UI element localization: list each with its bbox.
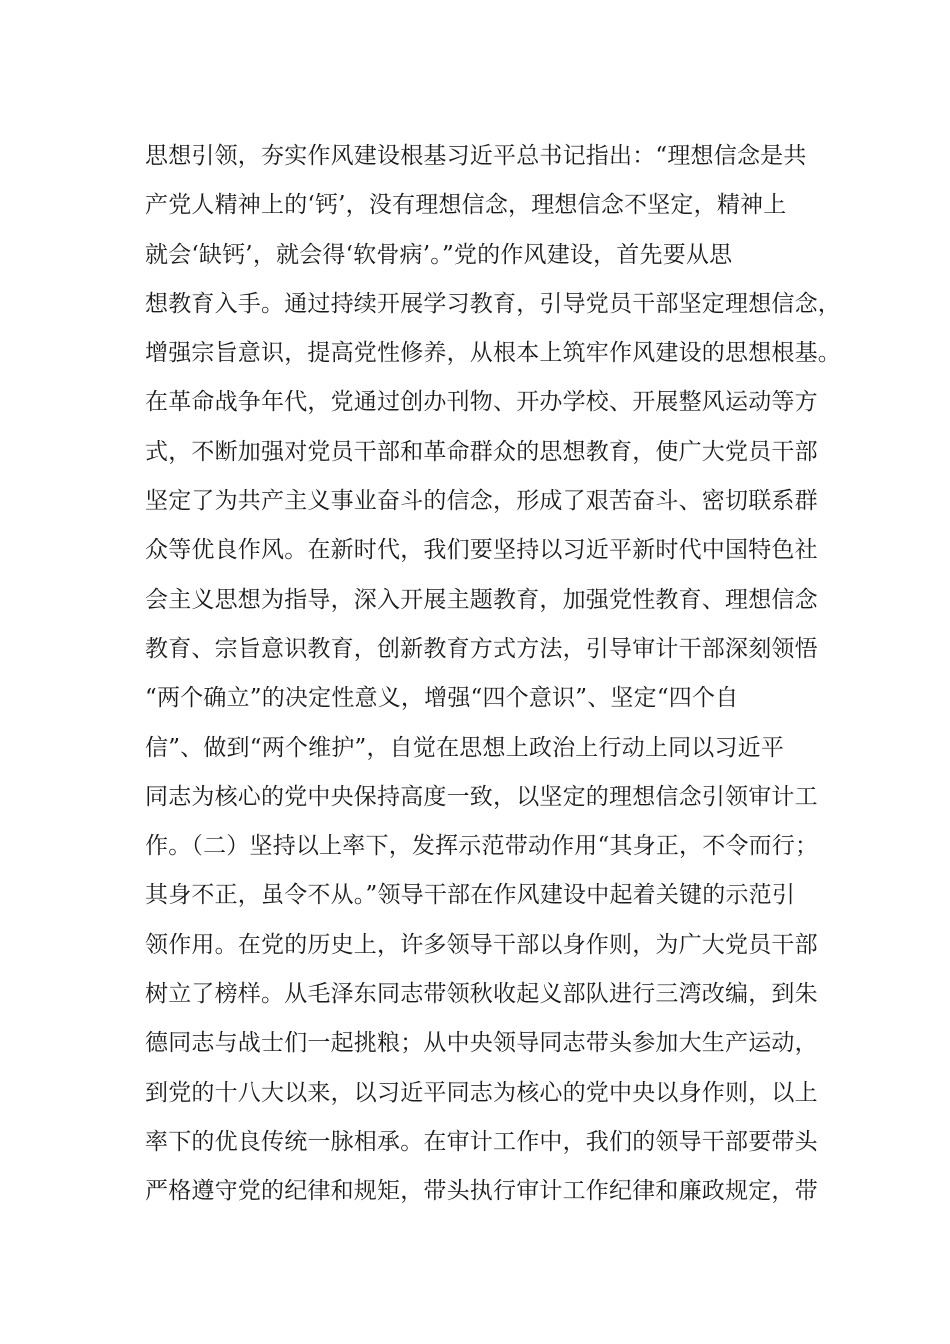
text-line: 率下的优良传统一脉相承。在审计工作中，我们的领导干部要带头 xyxy=(145,1128,818,1155)
text-line: 德同志与战士们一起挑粮；从中央领导同志带头参加大生产运动， xyxy=(145,1030,818,1057)
text-line: 式，不断加强对党员干部和革命群众的思想教育，使广大党员干部 xyxy=(145,438,818,465)
body-text xyxy=(145,132,841,1217)
text-line: 众等优良作风。在新时代，我们要坚持以习近平新时代中国特色社 xyxy=(145,537,818,564)
text-line: 会主义思想为指导，深入开展主题教育，加强党性教育、理想信念 xyxy=(145,586,818,613)
text-line: 作。（二）坚持以上率下，发挥示范带动作用“其身正，不令而行； xyxy=(145,833,819,860)
text-line: 坚定了为共产主义事业奋斗的信念，形成了艰苦奋斗、密切联系群 xyxy=(145,488,818,515)
text-line: 到党的十八大以来，以习近平同志为核心的党中央以身作则，以上 xyxy=(145,1079,818,1106)
text-line: 树立了榜样。从毛泽东同志带领秋收起义部队进行三湾改编，到朱 xyxy=(145,981,818,1008)
text-line: 信”、做到“两个维护”，自觉在思想上政治上行动上同以习近平 xyxy=(145,734,785,761)
text-line: 思想引领，夯实作风建设根基习近平总书记指出：“理想信念是共 xyxy=(145,143,807,169)
text-line: 在革命战争年代，党通过创办刊物、开办学校、开展整风运动等方 xyxy=(145,389,818,416)
text-line: 严格遵守党的纪律和规矩，带头执行审计工作纪律和廉政规定，带 xyxy=(145,1178,818,1205)
text-line: 增强宗旨意识，提高党性修养，从根本上筑牢作风建设的思想根基。 xyxy=(145,340,841,367)
text-line: 教育、宗旨意识教育，创新教育方式方法，引导审计干部深刻领悟 xyxy=(145,635,818,662)
text-line: 产党人精神上的‘钙’，没有理想信念，理想信念不坚定，精神上 xyxy=(145,192,787,219)
text-line: 同志为核心的党中央保持高度一致，以坚定的理想信念引领审计工 xyxy=(145,783,818,810)
text-line: 想教育入手。通过持续开展学习教育，引导党员干部坚定理想信念， xyxy=(145,290,841,317)
text-line: 领作用。在党的历史上，许多领导干部以身作则，为广大党员干部 xyxy=(145,931,818,958)
text-line: 其身不正，虽令不从。”领导干部在作风建设中起着关键的示范引 xyxy=(145,882,796,909)
text-line: “两个确立”的决定性意义，增强“四个意识”、坚定“四个自 xyxy=(145,685,739,712)
text-line: 就会‘缺钙’，就会得‘软骨病’。”党的作风建设，首先要从思 xyxy=(145,241,733,268)
